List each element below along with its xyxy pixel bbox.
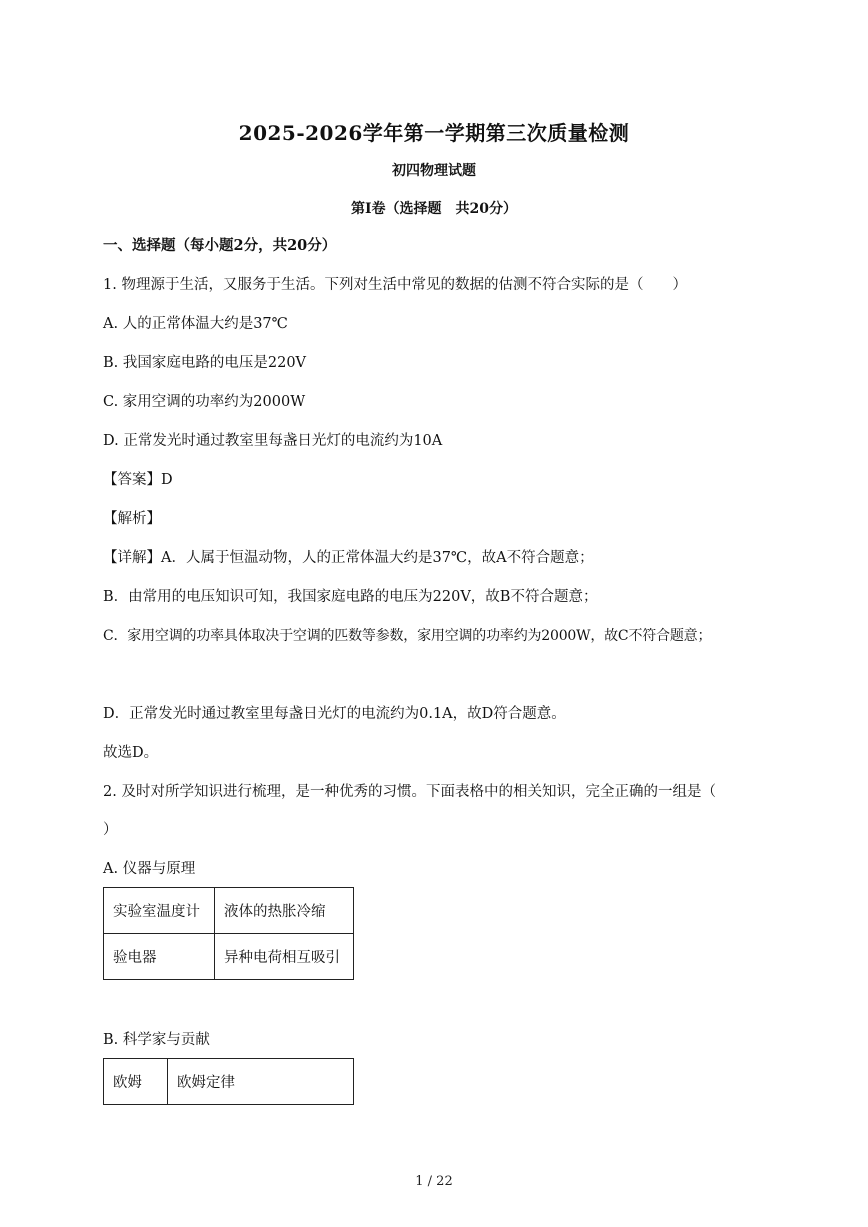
question-1-option-c: C. 家用空调的功率约为2000W: [103, 394, 306, 410]
table-cell: 异种电荷相互吸引: [215, 934, 354, 980]
question-1-conclusion: 故选D。: [103, 745, 159, 761]
table-row: [104, 934, 354, 980]
question-2-option-b-label: B. 科学家与贡献: [103, 1032, 210, 1048]
document-title: 2025-2026学年第一学期第三次质量检测: [238, 121, 630, 145]
table-row: [104, 888, 354, 934]
table-cell: 验电器: [104, 934, 215, 980]
table-row: [104, 1059, 354, 1105]
question-1-detail-b: B．由常用的电压知识可知，我国家庭电路的电压为220V，故B不符合题意；: [103, 589, 598, 605]
section-heading: 一、选择题（每小题2分，共20分）: [103, 237, 337, 254]
option-a-table: [103, 887, 354, 980]
question-1-detail-a: 【详解】A．人属于恒温动物，人的正常体温大约是37℃，故A不符合题意；: [103, 550, 594, 566]
question-1-stem: 1. 物理源于生活，又服务于生活。下列对生活中常见的数据的估测不符合实际的是（ ）: [103, 277, 687, 293]
table-cell: 欧姆: [104, 1059, 168, 1105]
question-2-stem-line-1: 2. 及时对所学知识进行梳理，是一种优秀的习惯。下面表格中的相关知识，完全正确的一组是（: [103, 784, 716, 800]
question-2-stem-line-2: ）: [103, 822, 118, 838]
question-2-option-a-label: A. 仪器与原理: [103, 861, 196, 877]
question-1-option-a: A. 人的正常体温大约是37℃: [103, 316, 288, 332]
question-1-detail-c: C．家用空调的功率具体取决于空调的匹数等参数，家用空调的功率约为2000W，故C不符合题意；: [103, 628, 712, 644]
page-number: 1 / 22: [415, 1174, 453, 1189]
table-cell: 欧姆定律: [168, 1059, 354, 1105]
question-1-option-b: B. 我国家庭电路的电压是220V: [103, 355, 307, 371]
table-cell: 液体的热胀冷缩: [215, 888, 354, 934]
table-cell: 实验室温度计: [104, 888, 215, 934]
document-subtitle: 初四物理试题: [392, 163, 476, 179]
question-1-answer: 【答案】D: [103, 472, 173, 488]
question-1-option-d: D. 正常发光时通过教室里每盏日光灯的电流约为10A: [103, 433, 443, 449]
volume-heading: 第Ⅰ卷（选择题 共20分）: [350, 201, 518, 217]
option-b-table: [103, 1058, 354, 1105]
question-1-detail-d: D．正常发光时通过教室里每盏日光灯的电流约为0.1A，故D符合题意。: [103, 706, 566, 722]
question-1-analysis-label: 【解析】: [103, 511, 161, 527]
